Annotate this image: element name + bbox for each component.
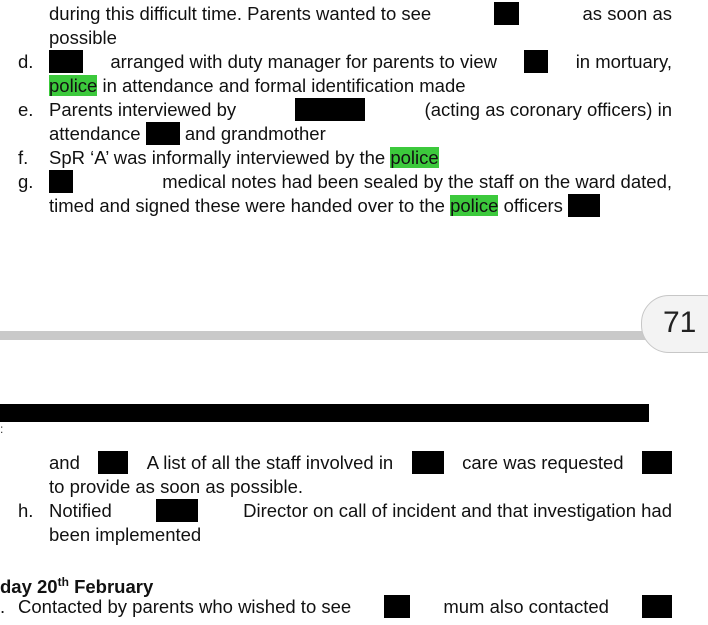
redaction-bar	[0, 404, 649, 422]
item-g-line-2	[49, 194, 600, 218]
date-heading-text: February	[68, 576, 154, 598]
page-number: 71	[663, 306, 697, 339]
item-h-label: h.	[18, 500, 34, 521]
item-e-line-1	[49, 98, 672, 122]
item-h-line-1	[49, 499, 672, 523]
redaction-block	[384, 595, 410, 618]
item-g-cont-text: A list of all the staff involved in	[146, 452, 394, 473]
redaction-block	[568, 194, 600, 217]
item-f-label: f.	[18, 147, 29, 168]
item-e-line-2	[49, 122, 326, 146]
separator-mark: :	[0, 422, 4, 436]
item-e-label: e.	[18, 99, 34, 120]
redaction-block	[156, 499, 198, 522]
redaction-block	[494, 2, 519, 25]
item-g-text: timed and signed these were handed over to the	[49, 195, 445, 216]
item-g-label: g.	[18, 171, 34, 192]
item-1-text: mum also contacted	[443, 596, 609, 617]
redaction-block	[642, 451, 672, 474]
item-c-line-2: possible	[49, 27, 117, 48]
item-e-text: Parents interviewed by	[49, 99, 237, 120]
item-d-line-1	[49, 50, 672, 74]
item-c-text: as soon as	[582, 3, 672, 24]
item-h-text: Notified	[49, 500, 112, 521]
item-g-cont-text: and	[49, 452, 80, 473]
redaction-block	[98, 451, 128, 474]
item-g-line-1	[49, 170, 672, 194]
redaction-block	[295, 98, 365, 121]
item-d-text: in mortuary,	[575, 51, 672, 72]
item-g-text: officers	[503, 195, 563, 216]
highlight-police: police	[390, 147, 439, 168]
date-heading-text: day 20	[0, 576, 58, 598]
item-f-text: SpR ‘A’ was informally interviewed by the	[49, 147, 386, 168]
highlight-police: police	[450, 195, 499, 216]
item-g-cont-text: care was requested	[462, 452, 624, 473]
redaction-block	[524, 50, 548, 73]
redaction-block	[49, 170, 73, 193]
redaction-block	[642, 595, 672, 618]
item-1-text: Contacted by parents who wished to see	[18, 596, 352, 617]
highlight-police: police	[49, 75, 98, 96]
item-g-cont-line-2: to provide as soon as possible.	[49, 476, 304, 497]
item-d-text: arranged with duty manager for parents to view	[110, 51, 497, 72]
item-e-text: and grandmother	[184, 123, 326, 144]
item-c-line-1	[49, 2, 672, 26]
item-d-text: in attendance and formal identification made	[102, 75, 466, 96]
item-1-line	[18, 595, 672, 619]
item-e-text: attendance	[49, 123, 141, 144]
item-e-text: (acting as coronary officers) in	[424, 99, 672, 120]
date-heading-sup: th	[57, 575, 69, 589]
redaction-block	[412, 451, 444, 474]
redaction-block	[146, 122, 180, 145]
item-f-line	[49, 146, 439, 170]
item-1-label: .	[0, 596, 6, 617]
item-h-line-2: been implemented	[49, 524, 202, 545]
item-g-cont-line-1	[49, 451, 672, 475]
page-separator	[0, 331, 665, 340]
redaction-block	[49, 50, 83, 73]
item-g-text: medical notes had been sealed by the staff on the ward dated,	[162, 171, 672, 192]
item-c-text: during this difficult time. Parents wanted to see	[49, 3, 432, 24]
item-h-text: Director on call of incident and that investigation had	[243, 500, 672, 521]
item-d-line-2	[49, 74, 466, 98]
item-d-label: d.	[18, 51, 34, 72]
